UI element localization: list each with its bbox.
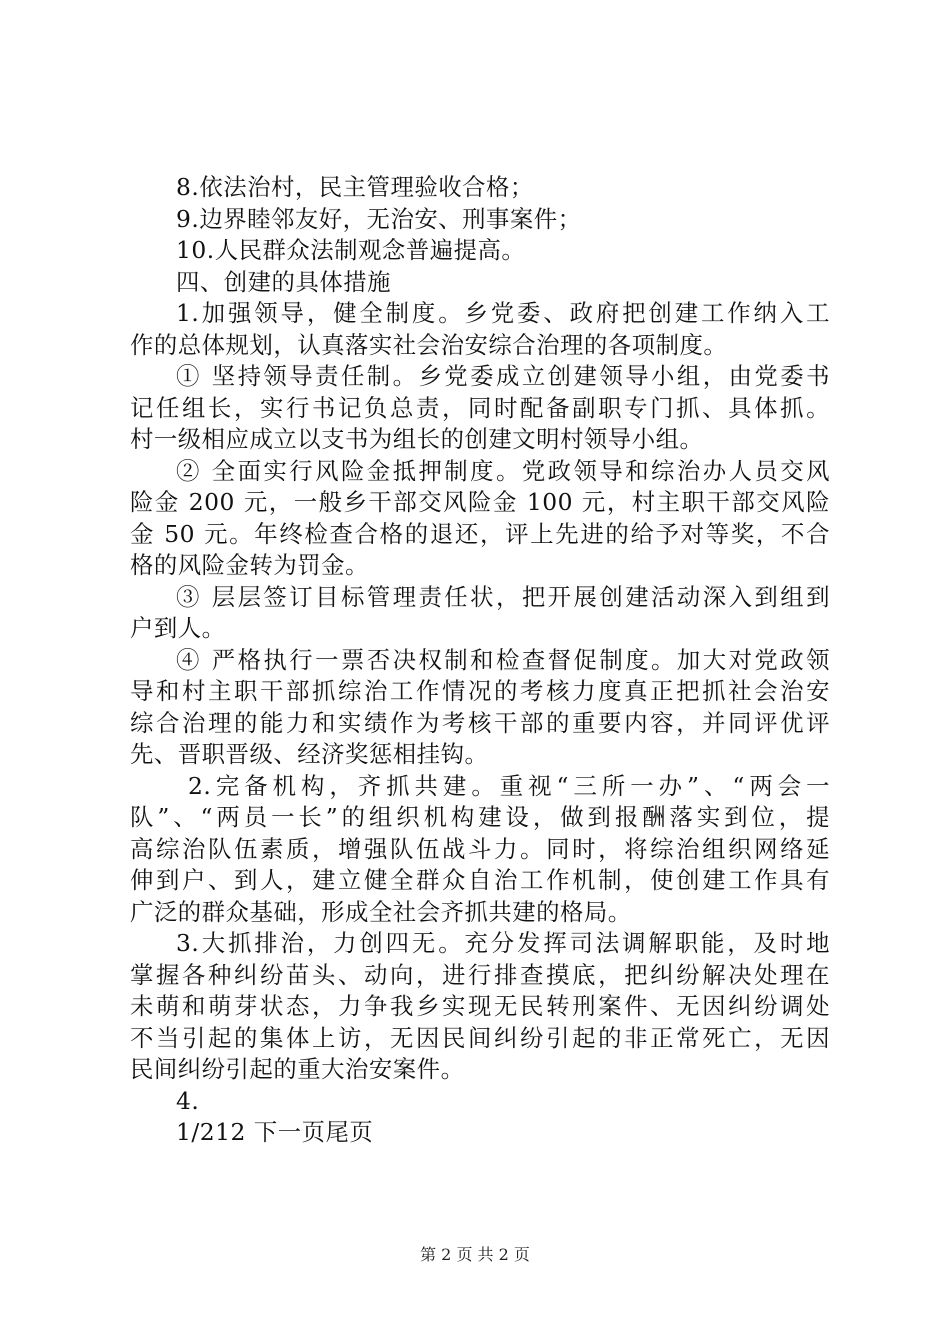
text-line: 户到人。	[130, 614, 226, 642]
page-footer: 第 2 页 共 2 页	[420, 1245, 530, 1264]
text-line: ④ 严格执行一票否决权制和检查督促制度。加大对党政领	[176, 645, 830, 674]
section-heading: 四、创建的具体措施	[176, 267, 392, 296]
text-line: 作的总体规划，认真落实社会治安综合治理的各项制度。	[130, 330, 728, 359]
text-line: ② 全面实行风险金抵押制度。党政领导和综治办人员交风	[176, 456, 830, 485]
text-line: 不当引起的集体上访，无因民间纠纷引起的非正常死亡，无因	[130, 1023, 830, 1052]
document-body	[130, 172, 830, 1149]
text-line: 9.边界睦邻友好，无治安、刑事案件；	[176, 204, 582, 233]
text-line: 导和村主职干部抓综治工作情况的考核力度真正把抓社会治安	[130, 677, 830, 705]
text-line: 3.大抓排治，力创四无。充分发挥司法调解职能，及时地	[176, 929, 830, 957]
text-line: 民间纠纷引起的重大治安案件。	[130, 1055, 465, 1083]
text-line: 1.加强领导，健全制度。乡党委、政府把创建工作纳入工	[176, 299, 830, 327]
text-line: 村一级相应成立以支书为组长的创建文明村领导小组。	[130, 425, 704, 453]
text-line: 2.完备机构，齐抓共建。重视“三所一办”、“两会一	[188, 771, 830, 800]
text-line: ③ 层层签订目标管理责任状，把开展创建活动深入到组到	[176, 582, 830, 611]
text-line: 格的风险金转为罚金。	[130, 551, 369, 579]
text-line: 广泛的群众基础，形成全社会齐抓共建的格局。	[130, 897, 632, 926]
text-line: 高综治队伍素质，增强队伍战斗力。同时，将综治组织网络延	[130, 834, 830, 863]
text-line: 8.依法治村，民主管理验收合格；	[176, 173, 534, 201]
text-line: 综合治理的能力和实绩作为考核干部的重要内容，并同评优评	[130, 708, 830, 737]
text-line: 先、晋职晋级、经济奖惩相挂钩。	[130, 740, 489, 768]
text-line: 记任组长，实行书记负总责，同时配备副职专门抓、具体抓。	[130, 393, 830, 422]
text-line: 4.	[176, 1086, 200, 1115]
text-line: 金 50 元。年终检查合格的退还，评上先进的给予对等奖，不合	[130, 519, 830, 548]
pagination-text[interactable]: 1/212 下一页尾页	[176, 1118, 374, 1146]
text-line: 10.人民群众法制观念普遍提高。	[176, 236, 526, 264]
text-line: ① 坚持领导责任制。乡党委成立创建领导小组，由党委书	[176, 362, 830, 390]
text-line: 掌握各种纠纷苗头、动向，进行排查摸底，把纠纷解决处理在	[130, 960, 830, 989]
text-line: 未萌和萌芽状态，力争我乡实现无民转刑案件、无因纠纷调处	[130, 992, 830, 1020]
text-line: 伸到户、到人，建立健全群众自治工作机制，使创建工作具有	[130, 866, 830, 894]
text-line: 队”、“两员一长”的组织机构建设，做到报酬落实到位，提	[130, 803, 830, 831]
text-line: 险金 200 元，一般乡干部交风险金 100 元，村主职干部交风险	[130, 488, 830, 516]
